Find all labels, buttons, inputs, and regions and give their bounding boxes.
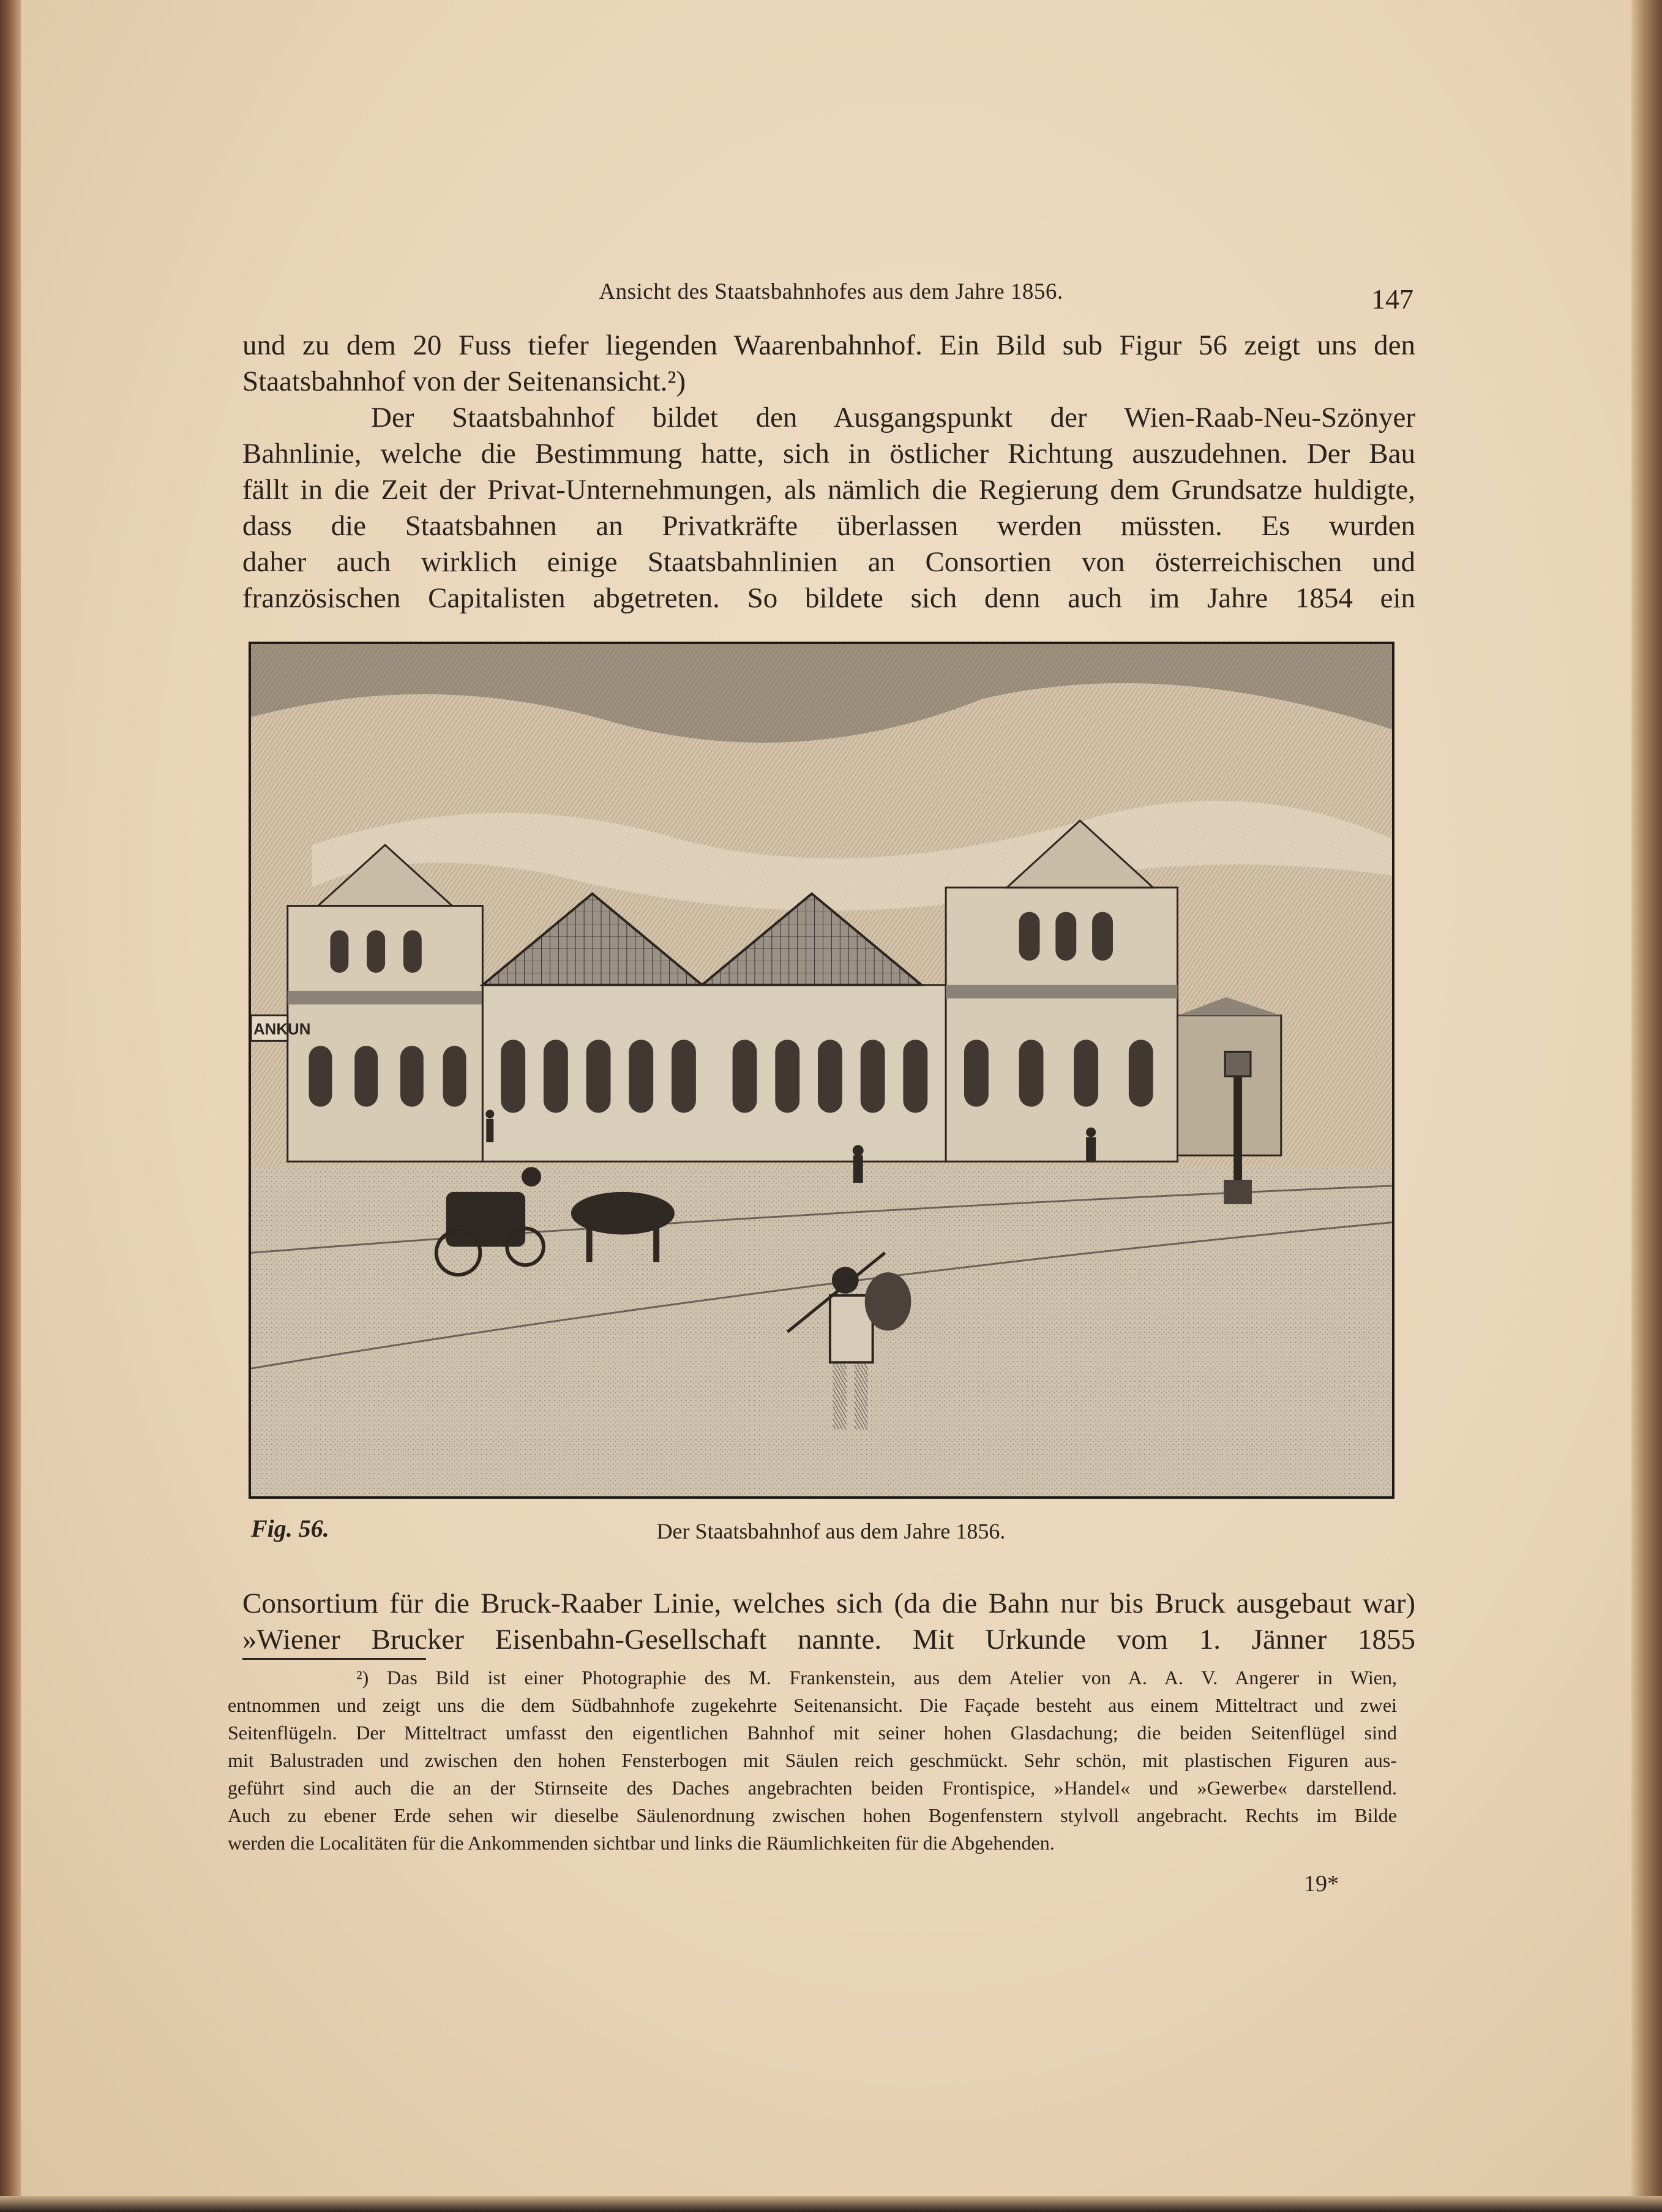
- text-line: »Wiener Brucker Eisenbahn-Gesellschaft nannte. Mit Urkunde vom 1. Jänner 1855: [242, 1624, 1415, 1655]
- footnote-line: Seitenflügeln. Der Mitteltract umfasst den eigentlichen Bahnhof mit seiner hohen Glasdachung; die beiden Seitenflügel sind: [228, 1722, 1397, 1744]
- engraving-staatsbahnhof: [249, 642, 1394, 1499]
- text-line: Consortium für die Bruck-Raaber Linie, welches sich (da die Bahn nur bis Bruck ausgebaut war): [242, 1588, 1415, 1619]
- text-line: und zu dem 20 Fuss tiefer liegenden Waarenbahnhof. Ein Bild sub Figur 56 zeigt uns den: [242, 329, 1415, 361]
- paragraph-2: [242, 1586, 1415, 1658]
- footnote-line: geführt sind auch die an der Stirnseite des Daches angebrachten beiden Frontispice, »Handel« und »Gewerbe« darstellend.: [228, 1777, 1397, 1799]
- page-edge: [1631, 0, 1662, 2212]
- signature-mark: 19*: [1304, 1871, 1339, 1897]
- figure-number: Fig. 56.: [251, 1515, 329, 1542]
- footnote: [228, 1664, 1397, 1857]
- footnote-rule: [242, 1658, 426, 1660]
- figure-caption: Der Staatsbahnhof aus dem Jahre 1856.: [656, 1519, 1006, 1543]
- page-number: 147: [1371, 283, 1413, 315]
- text-line: Bahnlinie, welche die Bestimmung hatte, sich in östlicher Richtung auszudehnen. Der Bau: [242, 438, 1415, 470]
- text-line: dass die Staatsbahnen an Privatkräfte überlassen werden müssten. Es wurden: [242, 510, 1415, 542]
- plaza-ground: [251, 1168, 1392, 1496]
- text-line: Der Staatsbahnhof bildet den Ausgangspunkt der Wien-Raab-Neu-Szönyer: [371, 402, 1415, 433]
- arrival-sign-text: ANKUN: [253, 1021, 311, 1038]
- footnote-line: ²) Das Bild ist einer Photographie des M. Frankenstein, aus dem Atelier von A. A. V. Angerer in Wien,: [356, 1666, 1397, 1689]
- footnote-line: werden die Localitäten für die Ankommenden sichtbar und links die Räumlichkeiten für die Abgehenden.: [228, 1832, 1055, 1854]
- paragraph-1: [242, 328, 1415, 617]
- text-line: Staatsbahnhof von der Seitenansicht.²): [242, 366, 686, 397]
- binding-edge: [0, 0, 21, 2212]
- footnote-line: entnommen und zeigt uns die dem Südbahnhofe zugekehrte Seitenansicht. Die Façade besteht aus einem Mitteltract und zwei: [228, 1694, 1397, 1716]
- text-line: daher auch wirklich einige Staatsbahnlinien an Consortien von österreichischen und: [242, 546, 1415, 578]
- footnote-line: Auch zu ebener Erde sehen wir dieselbe Säulenordnung zwischen hohen Bogenfenstern stylvoll angebracht. Rechts im Bilde: [228, 1804, 1397, 1826]
- text-line: fällt in die Zeit der Privat-Unternehmungen, als nämlich die Regierung dem Grundsatze huldigte,: [242, 474, 1415, 506]
- running-head: Ansicht des Staatsbahnhofes aus dem Jahre 1856.: [599, 279, 1063, 304]
- engraving-illustration: [251, 644, 1392, 1496]
- text-line: französischen Capitalisten abgetreten. So bildete sich denn auch im Jahre 1854 ein: [242, 582, 1415, 614]
- footnote-line: mit Balustraden und zwischen den hohen Fensterbogen mit Säulen reich geschmückt. Sehr schön, mit plastischen Figuren aus-: [228, 1749, 1397, 1771]
- page-bottom-edge: [0, 2196, 1662, 2212]
